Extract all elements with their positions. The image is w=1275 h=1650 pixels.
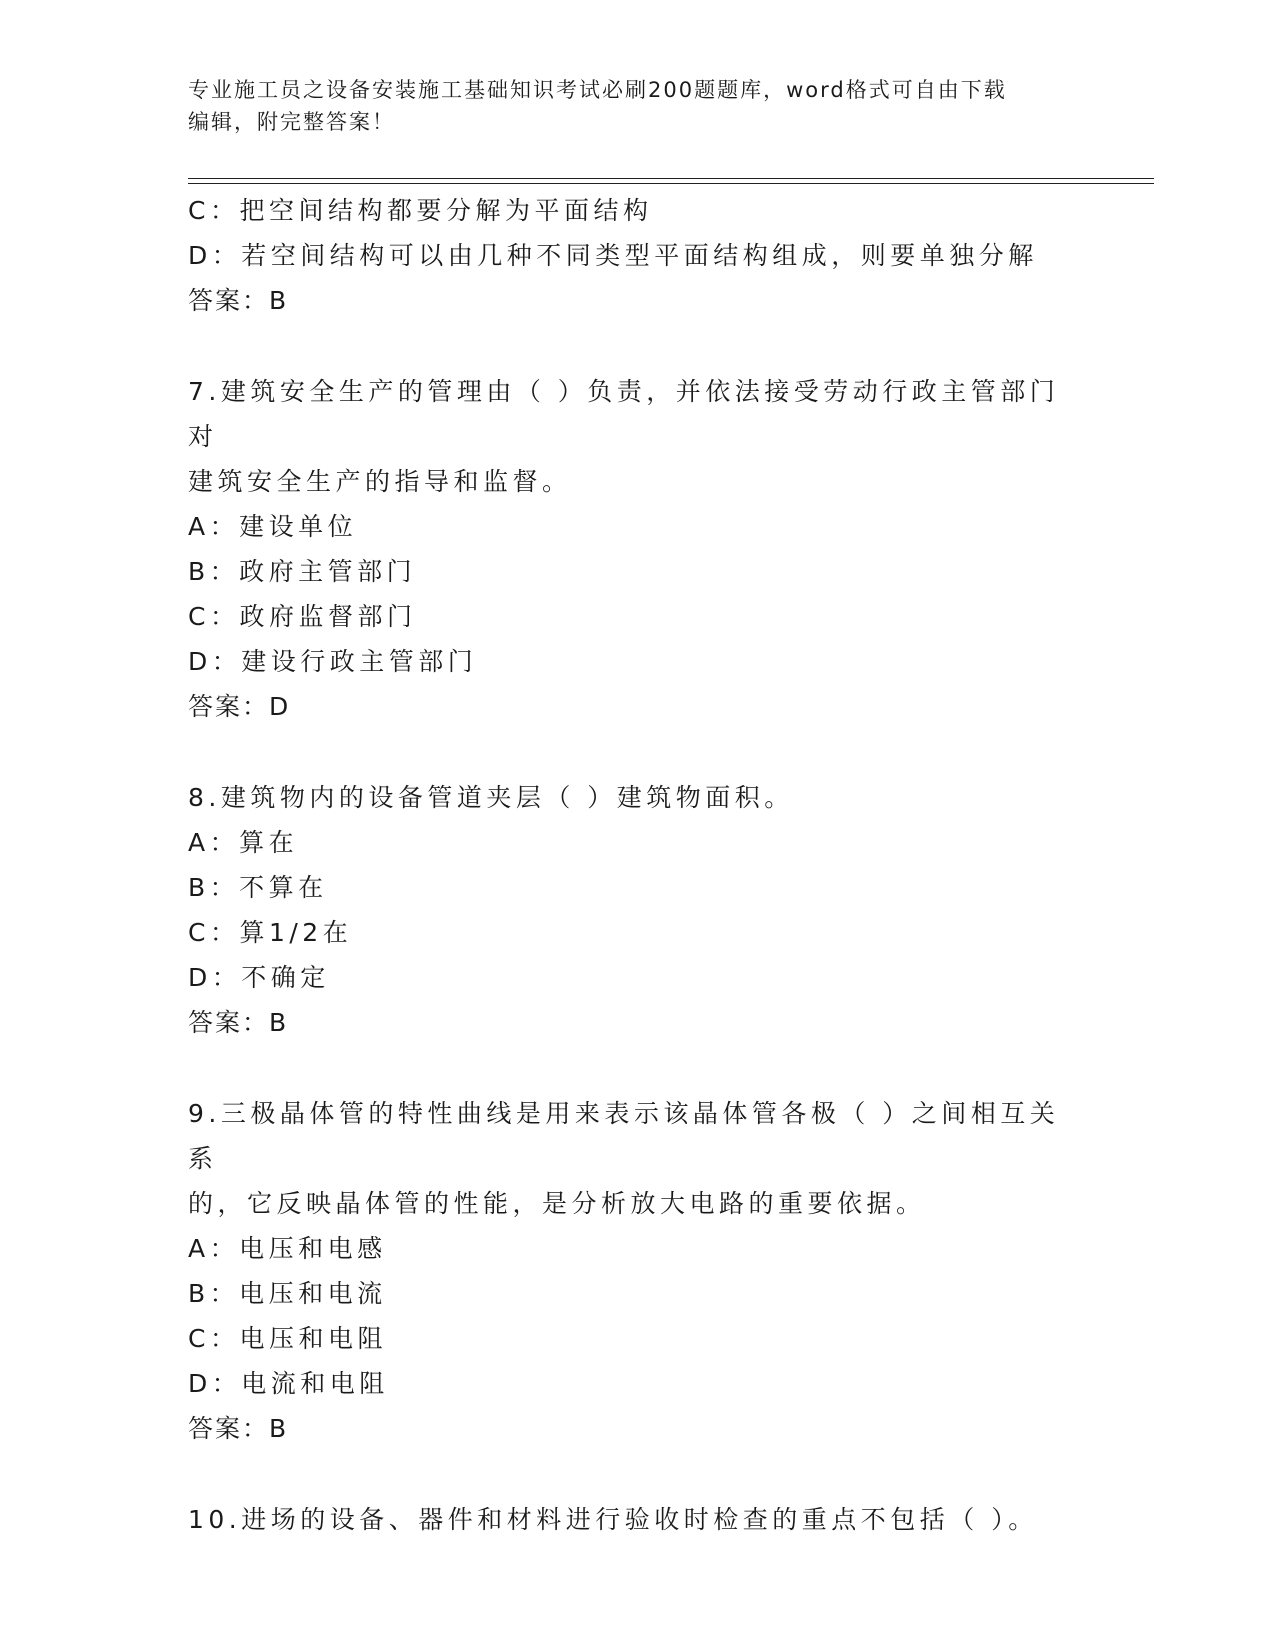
question-stem-line1: 8.建筑物内的设备管道夹层（ ）建筑物面积。 [188, 783, 794, 812]
answer-line: 答案：B [188, 1414, 289, 1443]
question-stem [188, 1091, 1088, 1226]
option-d: D：电流和电阻 [188, 1369, 389, 1398]
option-b: B：政府主管部门 [188, 557, 417, 586]
question-8 [188, 775, 1088, 1045]
question-stem-line2: 建筑安全生产的指导和监督。 [188, 467, 572, 496]
question-9 [188, 1091, 1088, 1451]
option-a: A：算在 [188, 828, 299, 857]
question-stem-line1: 7.建筑安全生产的管理由（ ）负责，并依法接受劳动行政主管部门对 [188, 377, 1060, 451]
header-title-line2: 编辑，附完整答案！ [188, 110, 395, 134]
question-stem-line2: 的，它反映晶体管的性能，是分析放大电路的重要依据。 [188, 1189, 926, 1218]
question-stem-line1: 10.进场的设备、器件和材料进行验收时检查的重点不包括（ ）。 [188, 1505, 1038, 1534]
question-7 [188, 369, 1088, 729]
option-a: A：建设单位 [188, 512, 358, 541]
answer-line: 答案：B [188, 286, 289, 315]
question-stem [188, 1497, 1088, 1542]
document-body [188, 188, 1088, 1542]
option-a: A：电压和电感 [188, 1234, 387, 1263]
option-b: B：电压和电流 [188, 1279, 387, 1308]
question-stem [188, 369, 1088, 504]
question-stem-line1: 9.三极晶体管的特性曲线是用来表示该晶体管各极（ ）之间相互关系 [188, 1099, 1060, 1173]
header-title-line1: 专业施工员之设备安装施工基础知识考试必刷200题题库，word格式可自由下载 [188, 78, 1007, 102]
document-header [188, 74, 1068, 138]
option-c: C：电压和电阻 [188, 1324, 387, 1353]
option-c: C：把空间结构都要分解为平面结构 [188, 196, 653, 225]
option-d: D：不确定 [188, 963, 330, 992]
answer-line: 答案：D [188, 692, 291, 721]
question-10 [188, 1497, 1088, 1542]
question-stem [188, 775, 1088, 820]
header-divider-top [188, 178, 1154, 179]
carryover-question [188, 188, 1088, 323]
option-c: C：算1/2在 [188, 918, 353, 947]
header-divider-bottom [188, 183, 1154, 184]
option-d: D：建设行政主管部门 [188, 647, 478, 676]
answer-line: 答案：B [188, 1008, 289, 1037]
option-b: B：不算在 [188, 873, 328, 902]
option-d: D：若空间结构可以由几种不同类型平面结构组成，则要单独分解 [188, 241, 1038, 270]
option-c: C：政府监督部门 [188, 602, 417, 631]
